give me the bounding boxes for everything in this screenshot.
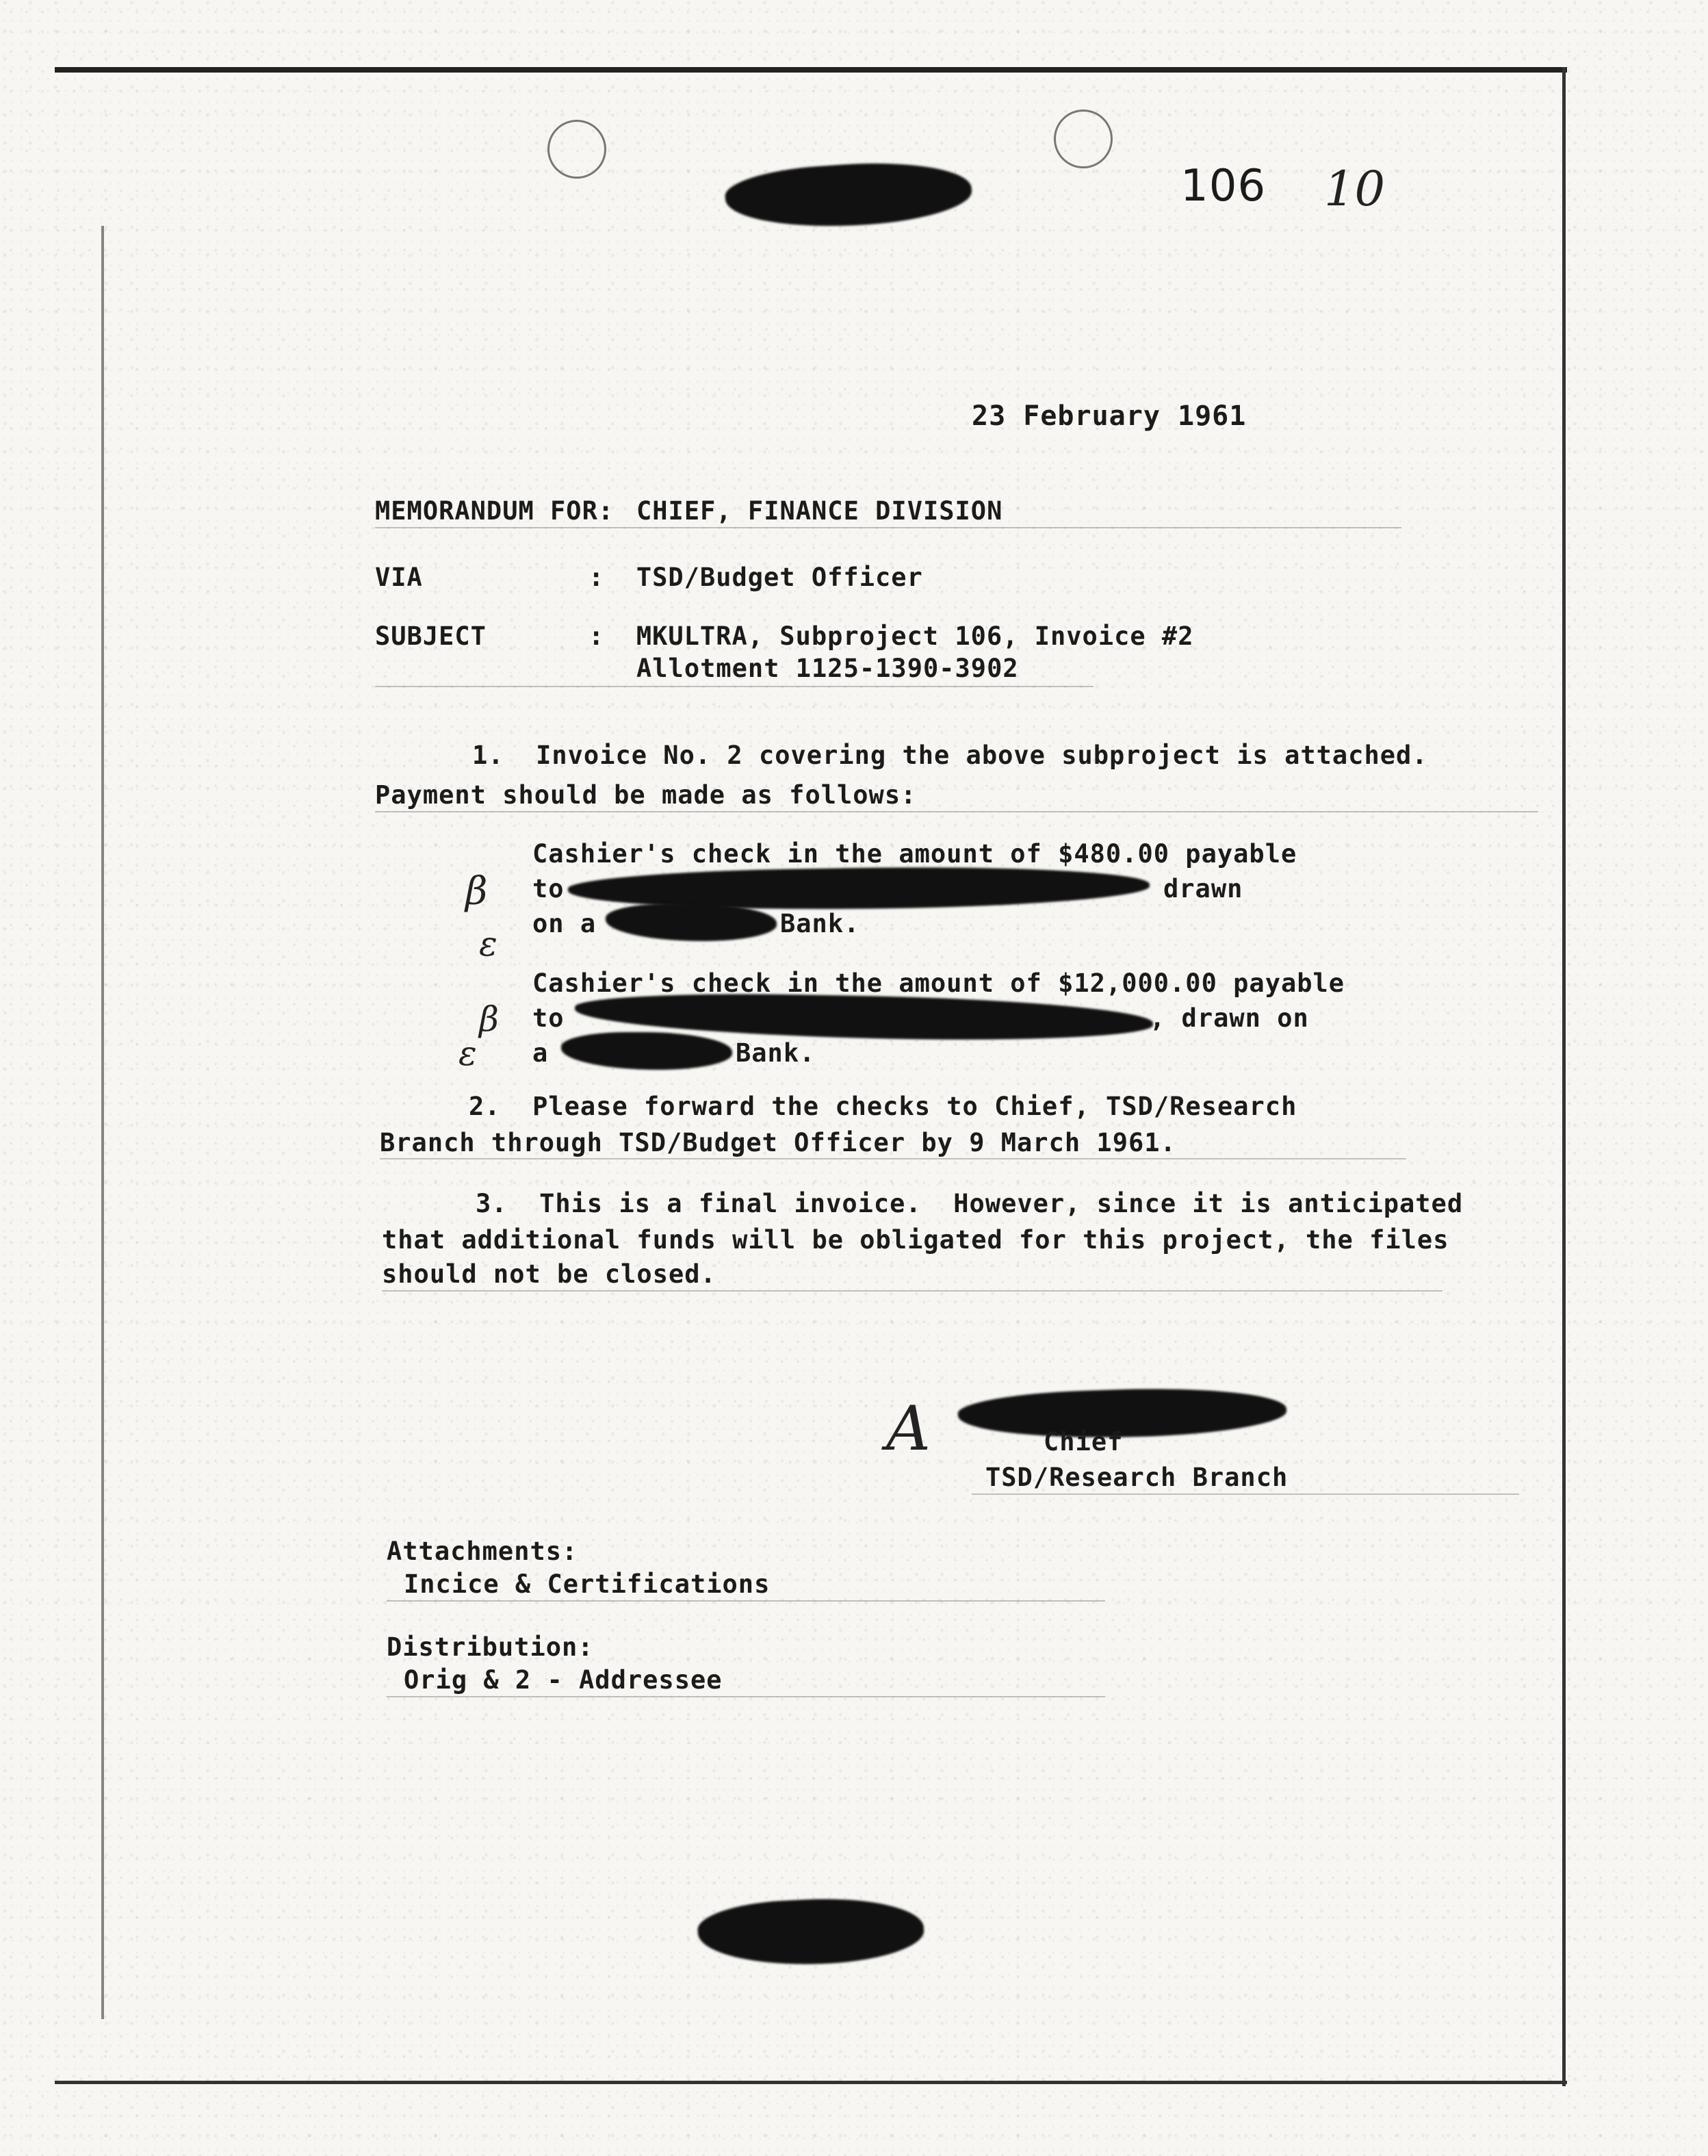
- left-margin-line: [101, 226, 104, 2019]
- handwritten-beta-2: β: [479, 999, 499, 1039]
- redaction-bank-b: [561, 1032, 732, 1070]
- subject-value-line1: : MKULTRA, Subproject 106, Invoice #2: [588, 621, 1194, 651]
- punch-hole-left: [547, 120, 606, 179]
- paragraph-3-line1: 3. This is a final invoice. However, since it is anticipated: [476, 1189, 1464, 1218]
- ruled-line: [380, 1158, 1406, 1159]
- check-b-line3-end: Bank.: [736, 1038, 816, 1068]
- subject-value-line2: Allotment 1125-1390-3902: [636, 654, 1019, 683]
- via-label: VIA: [375, 563, 423, 592]
- handwritten-beta-1: β: [465, 869, 488, 914]
- distribution-item: Orig & 2 - Addressee: [404, 1665, 723, 1695]
- paragraph-3-line3: should not be closed.: [382, 1259, 716, 1289]
- ruled-line: [375, 686, 1094, 687]
- subject-label: SUBJECT: [375, 621, 487, 651]
- check-b-line1: Cashier's check in the amount of $12,000.00 payable: [532, 968, 1345, 998]
- punch-hole-right: [1054, 110, 1113, 168]
- ruled-line: [972, 1493, 1519, 1495]
- right-border-line: [1562, 67, 1566, 2086]
- check-a-line3-start: on a: [532, 909, 597, 938]
- check-a-line3-end: Bank.: [780, 909, 860, 938]
- attachments-item: Incice & Certifications: [404, 1569, 771, 1599]
- memo-for-label: MEMORANDUM FOR:: [375, 496, 614, 526]
- memo-date: 23 February 1961: [972, 400, 1247, 432]
- redaction-bank-a: [606, 903, 777, 941]
- attachments-label: Attachments:: [387, 1537, 578, 1566]
- paragraph-2-line1: 2. Please forward the checks to Chief, TSD/Research: [469, 1092, 1297, 1121]
- handwritten-number: 10: [1324, 161, 1386, 217]
- check-a-line2-start: to: [532, 874, 565, 903]
- paragraph-2-line2: Branch through TSD/Budget Officer by 9 March 1961.: [380, 1128, 1176, 1157]
- bottom-border-line: [55, 2081, 1567, 2084]
- handwritten-epsilon-1: ε: [479, 924, 497, 964]
- via-value: : TSD/Budget Officer: [588, 563, 923, 592]
- paragraph-1-line2: Payment should be made as follows:: [375, 780, 917, 810]
- check-b-line2-end: , drawn on: [1150, 1003, 1309, 1033]
- signature-title: Chief: [1044, 1427, 1124, 1456]
- signature-unit: TSD/Research Branch: [985, 1463, 1289, 1492]
- paragraph-1-line1: 1. Invoice No. 2 covering the above subproject is attached.: [472, 741, 1428, 770]
- check-b-line3-start: a: [532, 1038, 549, 1068]
- ruled-line: [387, 1600, 1105, 1602]
- memo-for-value: CHIEF, FINANCE DIVISION: [636, 496, 1003, 526]
- redaction-top: [723, 156, 973, 235]
- check-b-line2-start: to: [532, 1003, 565, 1033]
- ruled-line: [382, 1290, 1442, 1292]
- redaction-bottom: [697, 1893, 926, 1970]
- ruled-line: [387, 1696, 1105, 1697]
- distribution-label: Distribution:: [387, 1632, 594, 1662]
- top-border-line: [55, 67, 1567, 73]
- handwritten-epsilon-2: ε: [458, 1034, 477, 1073]
- handwritten-initial: A: [886, 1393, 931, 1465]
- check-a-line1: Cashier's check in the amount of $480.00 payable: [532, 839, 1297, 869]
- file-number: 106: [1180, 161, 1267, 211]
- ruled-line: [375, 811, 1538, 812]
- paragraph-3-line2: that additional funds will be obligated for this project, the files: [382, 1225, 1449, 1255]
- ruled-line: [375, 527, 1401, 528]
- check-a-line2-end: drawn: [1163, 874, 1243, 903]
